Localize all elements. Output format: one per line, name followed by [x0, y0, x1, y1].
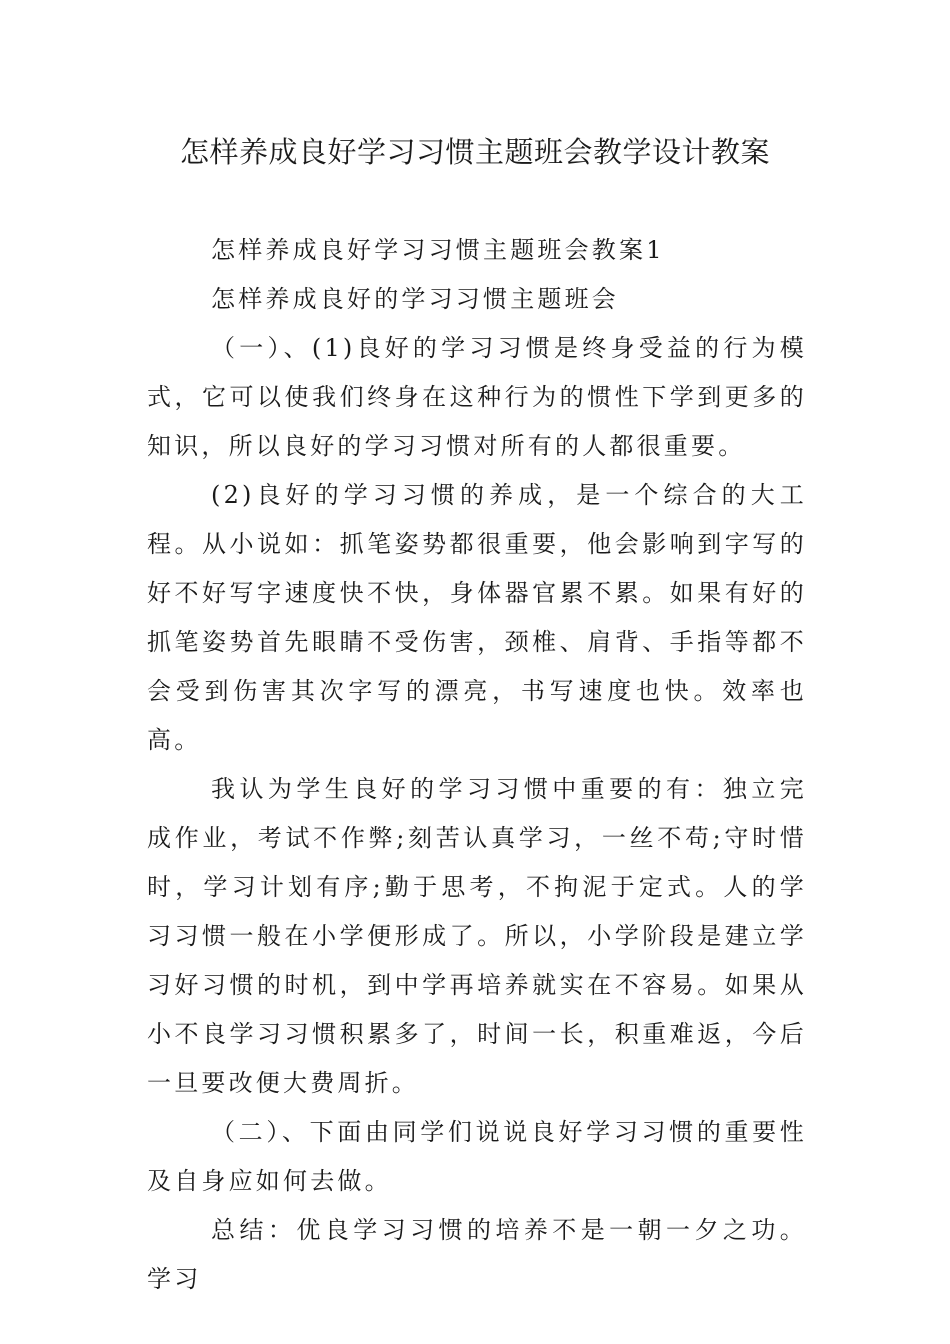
paragraph-2: 怎样养成良好的学习习惯主题班会: [211, 285, 619, 313]
paragraph-1: 怎样养成良好学习习惯主题班会教案1: [211, 236, 665, 264]
paragraph-7: 总结：优良学习习惯的培养不是一朝一夕之功。学习: [147, 1216, 807, 1293]
document-body: [147, 226, 807, 1304]
paragraph-5: 我认为学生良好的学习习惯中重要的有：独立完成作业，考试不作弊;刻苦认真学习，一丝不苟;守时惜时，学习计划有序;勤于思考，不拘泥于定式。人的学习习惯一般在小学便形成了。所以，小学阶段是建立学习好习惯的时机，到中学再培养就实在不容易。如果从小不良学习习惯积累多了，时间一长，积重难返，今后一旦要改便大费周折。: [147, 775, 807, 1097]
paragraph-4: (2)良好的学习习惯的养成，是一个综合的大工程。从小说如：抓笔姿势都很重要，他会影响到字写的好不好写字速度快不快，身体器官累不累。如果有好的抓笔姿势首先眼睛不受伤害，颈椎、肩背、手指等都不会受到伤害其次字写的漂亮，书写速度也快。效率也高。: [147, 481, 807, 754]
document-title: 怎样养成良好学习习惯主题班会教学设计教案: [179, 135, 770, 169]
paragraph-3: （一）、(1)良好的学习习惯是终身受益的行为模式，它可以使我们终身在这种行为的惯性下学到更多的知识，所以良好的学习习惯对所有的人都很重要。: [147, 334, 807, 460]
paragraph-6: （二）、下面由同学们说说良好学习习惯的重要性及自身应如何去做。: [147, 1118, 807, 1195]
